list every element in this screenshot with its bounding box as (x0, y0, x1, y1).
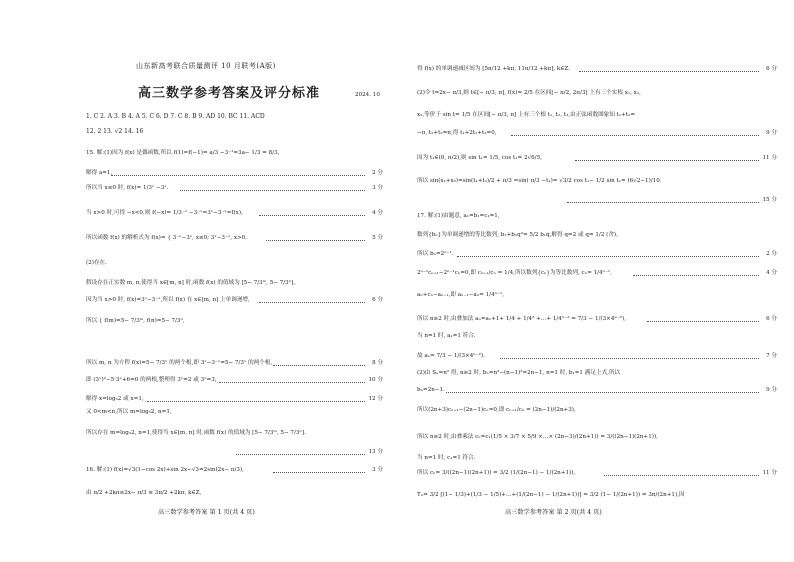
solution-line: 所以(2n+3)cₙ₊₁−(2n−1)cₙ=0,即 cₙ₊₁/cₙ = (2n−1)/(2n+3), (417, 407, 576, 413)
score-label: 8 分 (372, 360, 383, 366)
leader-dots (219, 382, 365, 383)
score-label: 9 分 (766, 130, 777, 136)
leader-dots (236, 454, 365, 455)
solution-line: 所以 n≥2 时,由叠乘法 cₙ=c₁(1/5 × 3/7 × 5/9 ×…× (2n−3)/(2n+1)) = 3/((2n−1)(2n+1)), (417, 434, 658, 440)
score-label: 11 分 (762, 470, 777, 476)
score-label: 3 分 (372, 467, 383, 473)
score-label: 3 分 (372, 185, 383, 191)
leader-dots (579, 71, 759, 72)
leader-dots (575, 160, 759, 161)
solution-line: 解得 x=log₃2 或 x=1, (86, 396, 144, 402)
solution-line: 数列{bₙ}为单调递增的等比数列, b₁+b₁q²= 5/2 b₁q,解得 q=2 或 q= 1/2 (舍), (417, 232, 618, 238)
solution-line: 由 π/2 +2kπ≤2x− π/3 ≤ 3π/2 +2kπ, k∈Z, (86, 490, 202, 496)
solution-line: −π, t₂+t₃=π,得 t₁+2t₂+t₃=0, (417, 130, 497, 136)
solution-line: 所以 m, n 为方程 f(x)=5− 7/3ˣ 的两个根,即 3ˣ−3⁻ˣ=5− 7/3ˣ 的两个根, (86, 360, 273, 366)
score-label: 2 分 (766, 251, 777, 257)
score-label: 5 分 (372, 235, 383, 241)
solution-line: 所以 { f(m)=5− 7/3ᵐ, f(n)=5− 7/3ⁿ, (86, 318, 185, 324)
score-label: 4 分 (372, 210, 383, 216)
solution-line: 当 n=1 时, c₁=1 符合. (417, 455, 476, 461)
leader-dots (567, 202, 759, 203)
solution-line: 所以 cₙ= 3/((2n−1)(2n+1)) = 3/2 (1/(2n−1) − 1/(2n+1)), (417, 470, 576, 476)
solution-line: (2)由 Sₙ=n² 得, n≥2 时, bₙ=n²−(n−1)²=2n−1, n=1 时, b₁=1 满足上式,所以 (417, 370, 621, 376)
solution-line: 所以存在 m=log₃2, n=1,使得当 x∈[m, n] 时,函数 f(x) 的值域为 [5− 7/3ᵐ, 5− 7/3ⁿ]. (86, 430, 306, 436)
solution-line: 15. 解:(1)因为 f(x) 是偶函数,所以 f(1)=f(−1)= a/3 −3⁻¹=3a− 1/3 = 8/3, (86, 150, 280, 156)
solution-line: Tₙ= 3/2 [(1− 1/3)+(1/3 − 1/5)+…+(1/(2n−1) − 1/(2n+1))] = 3/2 (1− 1/(2n+1)) = 3n/(2n+1),因 (417, 492, 685, 498)
solution-line: 所以 n≥2 时,由叠加法 aₙ=a₁+1+ 1/4 + 1/4² +…+ 1/4ⁿ⁻² = 7/3 − 1/(3×4ⁿ⁻²), (417, 316, 626, 322)
solution-line: 即 (3ˣ)²−5·3ˣ+6=0 的两根,整理得 3ˣ=2 或 3ˣ=3, (86, 377, 217, 383)
score-label: 13 分 (368, 449, 383, 455)
solution-line: bₙ=2n−1. (417, 387, 445, 393)
solution-line: (2)令 t=2x− π/3,则 t∈[− π/3, π], f(x)= 2/5 在区间[− π/2, 2π/3] 上有三个实根 x₁, x₂, (417, 90, 641, 96)
leader-dots (111, 175, 365, 176)
score-label: 9 分 (766, 387, 777, 393)
leader-dots (259, 302, 365, 303)
solution-line: 当 n=1 时, a₁=1 符合. (417, 333, 476, 339)
solution-line: 所以当 x≤0 时, f(x)= 1/3ˣ −3ˣ. (86, 185, 169, 191)
score-label: 10 分 (368, 377, 383, 383)
leader-dots (457, 256, 759, 257)
solution-line: 故 aₙ= 7/3 − 1/(3×4ⁿ⁻²). (417, 353, 485, 359)
solution-line: 因为 t₁∈(0, π/2),则 sin t₁= 1/5, cos t₁= 2√6/5, (417, 155, 542, 161)
fill-answers: 12. 2 13. √2 14. 16 (86, 128, 144, 135)
score-label: 6 分 (766, 316, 777, 322)
solution-line: aₙ+cₙ−aₙ₋₁,即 aₙ₋₁−aₙ= 1/4ⁿ⁻¹, (417, 292, 505, 298)
leader-dots (266, 240, 365, 241)
solution-line: 解得 a=1, (86, 170, 113, 176)
page-title: 高三数学参考答案及评分标准 (138, 86, 321, 101)
exam-header: 山东新高考联合质量测评 10 月联考(A版) (136, 62, 276, 70)
leader-dots (273, 472, 365, 473)
page-footer: 高三数学参考答案 第 1 页(共 4 页) (158, 509, 255, 516)
leader-dots (273, 365, 365, 366)
score-label: 2 分 (372, 170, 383, 176)
leader-dots (259, 215, 365, 216)
solution-line: 假设存在正实数 m, n,使得当 x∈[m, n] 时,函数 f(x) 的值域为 [5− 7/3ᵐ, 5− 7/3ⁿ], (86, 280, 296, 286)
solution-line: 16. 解:(1) f(x)=√3(1−cos 2x)+sin 2x−√3=2sin(2x− π/3), (86, 467, 244, 473)
leader-dots (604, 475, 759, 476)
choice-answers: 1. C 2. A 3. B 4. A 5. C 6. D 7. C 8. B 9. AD 10. BC 11. ACD (86, 113, 265, 120)
score-label: 7 分 (766, 353, 777, 359)
score-label: 6 分 (766, 66, 777, 72)
solution-line: x₃,等价于 sin t= 1/5 在区间[− π/3, π] 上有三个根 t₁, t₂, t₃,由正弦函数图象知 t₁+t₂= (417, 112, 636, 118)
leader-dots (633, 275, 759, 276)
solution-line: 得 f(x) 的单调递减区间为 [5π/12 +kπ, 11π/12 +kπ], k∈Z. (417, 66, 570, 72)
page-footer: 高三数学参考答案 第 2 页(共 4 页) (505, 509, 602, 516)
solution-line: 因为当 x>0 时, f(x)=3ˣ−3⁻ˣ,所以 f(x) 在 x∈[m, n] 上单调递增, (86, 297, 250, 303)
leader-dots (511, 135, 759, 136)
solution-line: 所以 sin(x₁+x₃)=sin(t₁+t₃)/2 + π/3 =sin( π/3 −t₁)= √3/2 cos t₁− 1/2 sin t₁= (6√2−1)/10. (417, 178, 662, 184)
score-label: 4 分 (766, 270, 777, 276)
score-label: 15 分 (762, 197, 777, 203)
solution-line: 2ⁿ⁻¹cₙ₊₁−2ⁿ⁻¹cₙ=0,即 cₙ₊₁/cₙ = 1/4,所以数列{cₙ}为等比数列, cₙ= 1/4ⁿ⁻¹, (417, 270, 612, 276)
leader-dots (147, 401, 365, 402)
leader-dots (500, 358, 759, 359)
solution-line: 所以函数 f(x) 的解析式为 f(x)= { 3⁻ˣ−3ˣ, x≤0; 3ˣ−3⁻ˣ, x>0. (86, 235, 248, 241)
score-label: 11 分 (762, 155, 777, 161)
leader-dots (446, 392, 759, 393)
solution-line: 又 0<m<n,所以 m=log₃2, n=1, (86, 409, 172, 415)
score-label: 6 分 (372, 297, 383, 303)
solution-line: 当 x>0 时,可得 −x<0,则 f(−x)= 1/3⁻ˣ −3⁻ˣ=3ˣ−3⁻ˣ=f(x), (86, 210, 243, 216)
leader-dots (647, 321, 759, 322)
answer-page-2 (397, 0, 794, 562)
score-label: 12 分 (368, 396, 383, 402)
solution-line: 17. 解:(1)由题意, a₁=b₁=c₁=1, (417, 213, 500, 219)
solution-line: (2)存在. (86, 260, 107, 266)
leader-dots (180, 190, 365, 191)
solution-line: 所以 bₙ=2ⁿ⁻¹. (417, 251, 454, 257)
exam-date: 2024. 10 (355, 92, 380, 98)
